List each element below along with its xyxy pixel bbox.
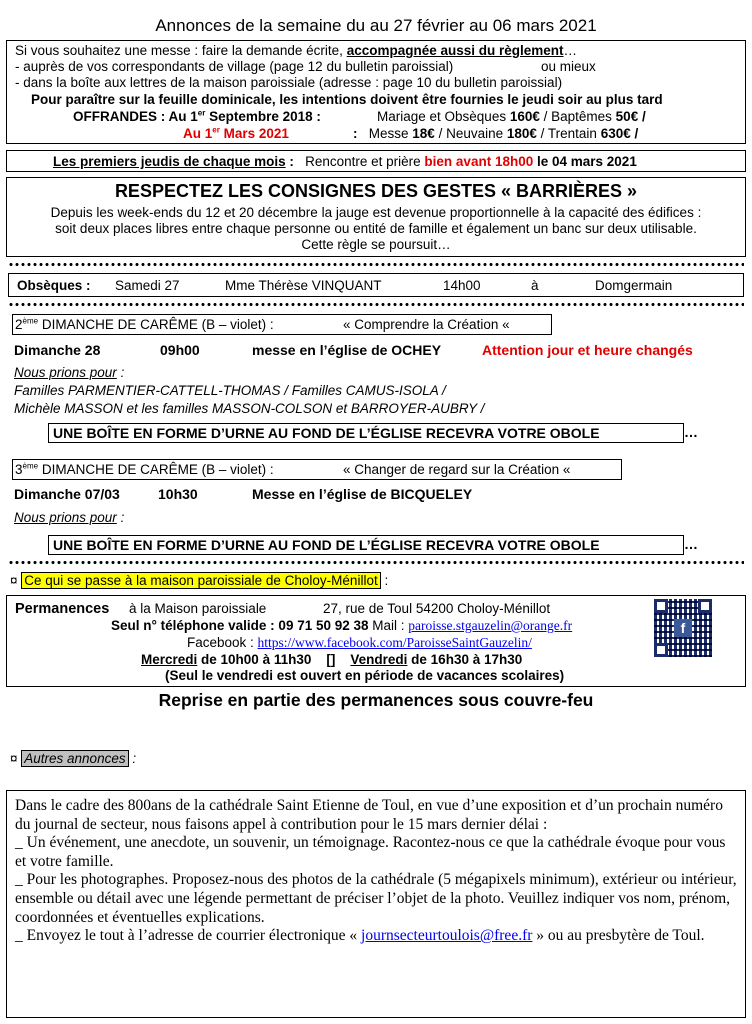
obseques-name: Mme Thérèse VINQUANT [225,278,382,293]
maison-highlight: Ce qui se passe à la maison paroissiale de Choloy-Ménillot [21,572,380,589]
urne-text-2: UNE BOÎTE EN FORME D’URNE AU FOND DE L’ÉGLISE RECEVRA VOTRE OBOLE [53,537,600,553]
dimanche2-header [12,314,552,335]
obseques-box [8,273,744,297]
obseques-place: Domgermain [595,278,673,293]
separator [8,262,744,267]
consignes-box [6,177,746,257]
jeudis-box [6,150,746,172]
consignes-line-1: Depuis les week-ends du 12 et 20 décembre la jauge est devenue proportionnelle à la capacité des édifices : [50,205,702,220]
urne-box [48,423,684,443]
messe-box [6,40,746,144]
offrandes-2018: OFFRANDES : Au 1er Septembre 2018 : [73,108,321,124]
page-title: Annonces de la semaine du au 27 février au 06 mars 2021 [155,16,597,35]
qr-code-icon [654,599,712,657]
dimanche2-attention: Attention jour et heure changés [482,342,693,358]
dimanche3-header [12,459,622,480]
messe-line-1: Si vous souhaitez une messe : faire la demande écrite, accompagnée aussi du règlement… [15,43,578,58]
consignes-line-3: Cette règle se poursuit… [301,237,451,252]
separator [8,560,744,565]
autres-highlight: Autres annonces [21,750,128,767]
permanences-where: à la Maison paroissiale [129,601,267,616]
permanences-horaires: Mercredi de 10h00 à 11h30 [] Vendredi de 16h30 à 17h30 [141,652,523,667]
cathedrale-box [6,790,746,1018]
dimanche3-title: 3ème DIMANCHE DE CARÊME (B – violet) : [15,461,274,477]
dimanche3-theme: « Changer de regard sur la Création « [343,462,571,477]
consignes-line-2: soit deux places libres entre chaque personne ou entité de famille et également un banc sur deux utilisable. [55,221,697,236]
messe-line-4: Pour paraître sur la feuille dominicale, les intentions doivent être fournies le jeudi soir au plus tard [31,92,663,107]
obseques-time: 14h00 [443,278,481,293]
mail-link[interactable]: paroisse.stgauzelin@orange.fr [408,618,573,633]
permanences-address: 27, rue de Toul 54200 Choloy-Ménillot [323,601,551,616]
messe-ou-mieux: ou mieux [541,59,596,74]
cathedrale-p3: _ Pour les photographes. Proposez-nous des photos de la cathédrale (5 mégapixels minimum), extérieur ou intérieur, ensemble ou détail avec une légende permettant de préciser l’objet de la photo. Veuillez indiquer vos nom, prénom, coordonnées et éventuelles explications. [15,871,737,926]
dimanche2-title: 2ème DIMANCHE DE CARÊME (B – violet) : [15,316,274,332]
obseques-day: Samedi 27 [115,278,180,293]
dimanche2-date: Dimanche 28 [14,342,101,358]
facebook-icon: f [674,619,692,637]
offrandes-2018-tarifs: Mariage et Obsèques 160€ / Baptêmes 50€ / [377,109,646,124]
urne-text: UNE BOÎTE EN FORME D’URNE AU FOND DE L’ÉGLISE RECEVRA VOTRE OBOLE [53,425,600,441]
obseques-label: Obsèques : [17,278,91,293]
permanences-facebook: Facebook : https://www.facebook.com/ParoisseSaintGauzelin/ [187,635,532,650]
dimanche2-theme: « Comprendre la Création « [343,317,510,332]
dimanche3-time: 10h30 [158,486,198,502]
dimanche3-messe: Messe en l’église de BICQUELEY [252,486,473,502]
jeudis-line: Les premiers jeudis de chaque mois : Rencontre et prière bien avant 18h00 le 04 mars 2021 [53,154,637,169]
dimanche3-prions: Nous prions pour : [14,510,125,525]
reprise-heading: Reprise en partie des permanences sous couvre-feu [158,690,594,710]
facebook-link[interactable]: https://www.facebook.com/ParoisseSaintGauzelin/ [257,635,532,650]
dimanche2-prions: Nous prions pour : [14,365,125,380]
permanences-box [6,595,746,687]
dimanche3-date: Dimanche 07/03 [14,486,120,502]
consignes-title: RESPECTEZ LES CONSIGNES DES GESTES « BARRIÈRES » [114,181,638,201]
dimanche2-time: 09h00 [160,342,200,358]
dimanche2-familles-2: Michèle MASSON et les familles MASSON-COLSON et BARROYER-AUBRY / [14,401,485,416]
dimanche2-familles-1: Familles PARMENTIER-CATTELL-THOMAS / Familles CAMUS-ISOLA / [14,383,446,398]
cathedrale-p4: _ Envoyez le tout à l’adresse de courrier électronique « journsecteurtoulois@free.fr » ou au presbytère de Toul. [15,927,705,945]
maison-line: ¤ Ce qui se passe à la maison paroissiale de Choloy-Ménillot : [10,573,389,588]
autres-line: ¤ Autres annonces : [10,751,137,766]
messe-line-2: - auprès de vos correspondants de village (page 12 du bulletin paroissial) [15,59,454,74]
permanences-contact: Seul n° téléphone valide : 09 71 50 92 38 Mail : paroisse.stgauzelin@orange.fr [111,618,573,633]
journal-mail-link[interactable]: journsecteurtoulois@free.fr [361,927,533,945]
permanences-label: Permanences [15,601,110,617]
separator [8,302,744,307]
cathedrale-p2: _ Un événement, une anecdote, un souvenir, un témoignage. Racontez-nous ce que la cathédrale évoque pour vous et votre famille. [15,834,726,870]
urne-box-2 [48,535,684,555]
messe-line-3: - dans la boîte aux lettres de la maison paroissiale (adresse : page 10 du bulletin paroissial) [15,75,563,90]
dimanche2-messe: messe en l’église de OCHEY [252,342,442,358]
cathedrale-p1: Dans le cadre des 800ans de la cathédrale Saint Etienne de Toul, en vue d’une exposition et d’un prochain numéro du journal de secteur, nous faisons appel à contribution pour le 15 mars dernier délai : [15,797,723,833]
urne-ellipsis: … [684,424,698,440]
permanences-note: (Seul le vendredi est ouvert en période de vacances scolaires) [165,668,565,683]
urne-ellipsis-2: … [684,536,698,552]
offrandes-2021: Au 1er Mars 2021 [183,125,289,141]
offrandes-2021-tarifs: : Messe 18€ / Neuvaine 180€ / Trentain 630€ / [353,126,639,141]
obseques-a: à [531,278,539,293]
